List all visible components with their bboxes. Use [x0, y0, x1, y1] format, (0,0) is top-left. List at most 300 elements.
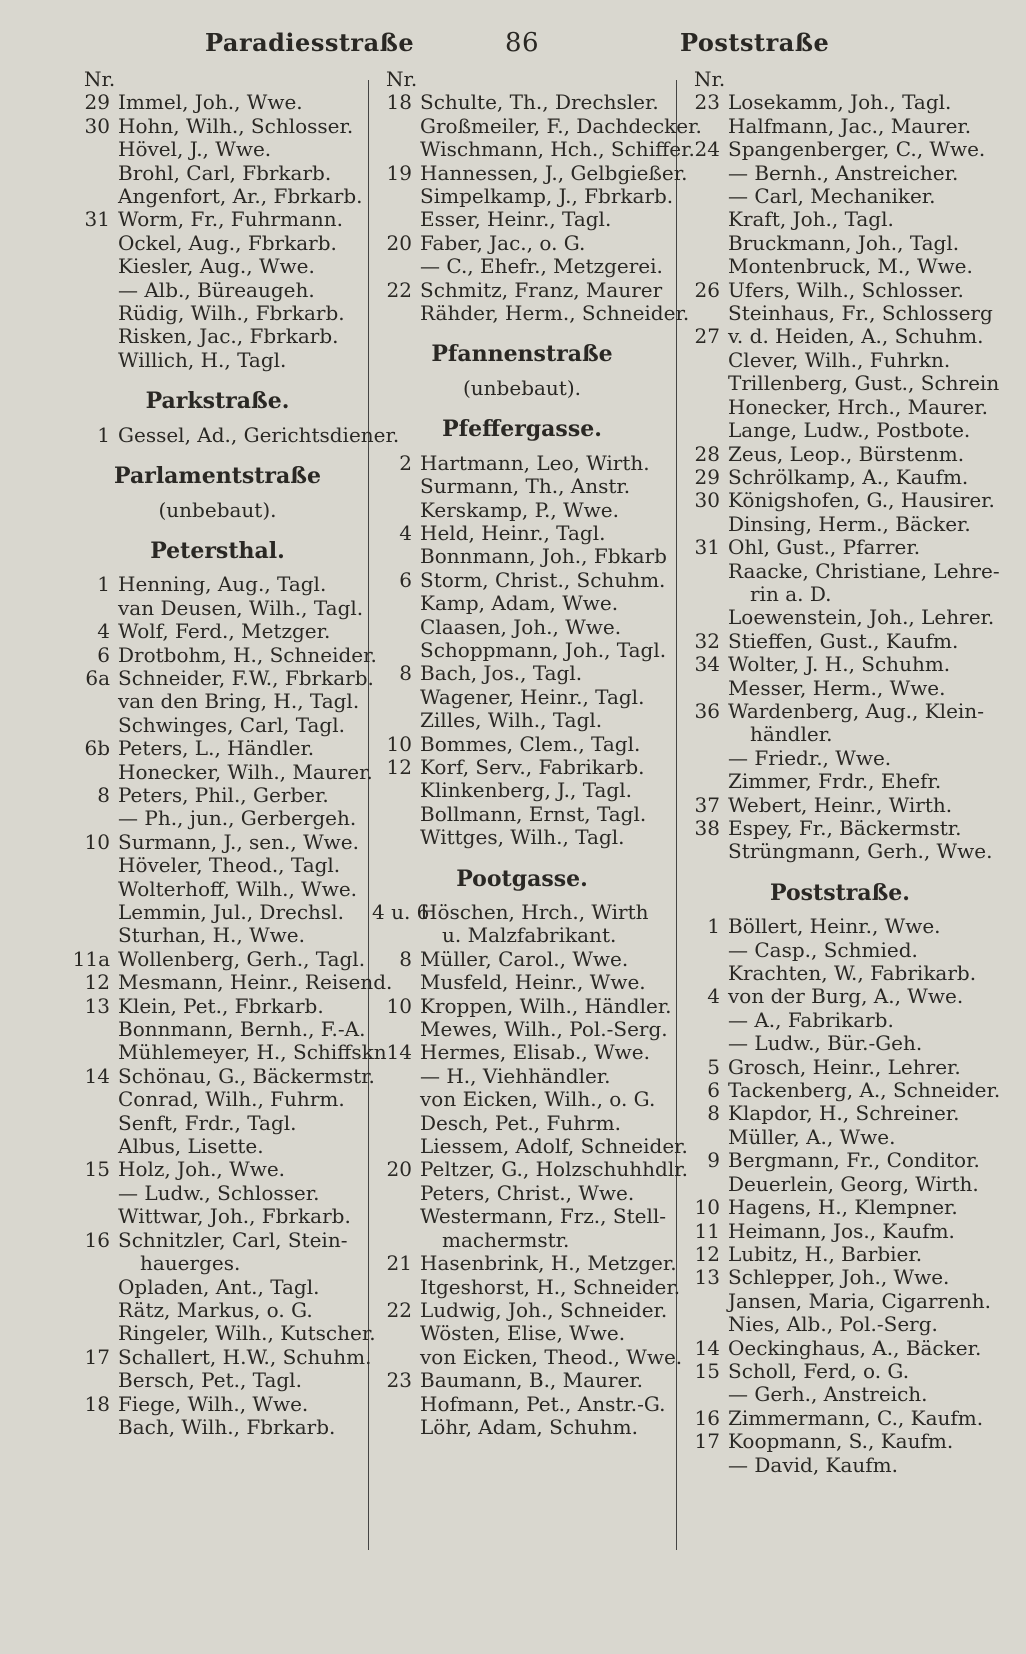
house-number: 1 — [707, 914, 720, 939]
house-number — [70, 597, 118, 620]
resident-text: Nies, Alb., Pol.-Serg. — [728, 1312, 938, 1337]
resident-text: Kiesler, Aug., Wwe. — [118, 254, 315, 279]
resident-entry — [70, 115, 365, 138]
resident-entry — [680, 1243, 1000, 1266]
house-number — [70, 714, 118, 737]
resident-text: Storm, Christ., Schuhm. — [420, 567, 666, 592]
resident-entry — [372, 569, 672, 592]
resident-entry — [70, 784, 365, 807]
house-number — [372, 803, 420, 826]
resident-text: Montenbruck, M., Wwe. — [728, 254, 973, 279]
resident-text: Schoppmann, Joh., Tagl. — [420, 637, 667, 662]
resident-text: Rätz, Markus, o. G. — [118, 1297, 313, 1322]
house-number — [70, 1135, 118, 1158]
resident-text: Willich, H., Tagl. — [118, 347, 287, 372]
resident-text: Wolterhoff, Wilh., Wwe. — [118, 876, 358, 901]
street-heading: Petersthal. — [150, 537, 285, 564]
house-number — [680, 677, 728, 700]
house-number — [70, 1369, 118, 1392]
resident-text: Korf, Serv., Fabrikarb. — [420, 754, 645, 779]
resident-text: Großmeiler, F., Dachdecker. — [420, 113, 702, 138]
number-label: Nr. — [694, 67, 726, 91]
resident-entry — [70, 1088, 365, 1111]
resident-entry — [372, 113, 702, 138]
house-number — [70, 1299, 118, 1322]
resident-entry — [70, 901, 365, 924]
resident-text: van den Bring, H., Tagl. — [118, 689, 360, 714]
house-number: 24 — [694, 137, 720, 162]
resident-entry — [372, 1134, 688, 1159]
resident-text: Drotbohm, H., Schneider. — [118, 642, 377, 667]
resident-entry — [680, 325, 1000, 348]
resident-text: Bonnmann, Joh., Fbkarb — [420, 544, 667, 569]
resident-text: Ockel, Aug., Fbrkarb. — [118, 230, 337, 255]
resident-text: — Bernh., Anstreicher. — [728, 160, 959, 185]
house-number — [680, 606, 728, 629]
resident-entry — [70, 597, 365, 620]
resident-text: Rähder, Herm., Schneider. — [420, 301, 690, 326]
resident-text: Hannessen, J., Gelbgießer. — [420, 160, 688, 185]
resident-text: Scholl, Ferd, o. G. — [728, 1358, 910, 1383]
house-number — [70, 279, 118, 302]
house-number: 36 — [694, 698, 720, 723]
house-number: 8 — [399, 661, 412, 686]
house-number: 31 — [694, 535, 720, 560]
resident-entry — [70, 1205, 365, 1228]
resident-text: Ringeler, Wilh., Kutscher. — [118, 1321, 376, 1346]
house-number: 1 — [97, 422, 110, 447]
resident-text: Webert, Heinr., Wirth. — [728, 792, 953, 817]
resident-text: Raacke, Christiane, Lehre- — [728, 558, 1000, 583]
resident-text: Losekamm, Joh., Tagl. — [728, 90, 952, 115]
house-number: 6b — [84, 736, 110, 761]
resident-entry — [372, 1088, 672, 1111]
resident-entry — [70, 1112, 365, 1135]
house-number: 13 — [694, 1265, 720, 1290]
house-number — [70, 690, 118, 713]
entry-continuation: machermstr. — [442, 1227, 570, 1252]
resident-entry — [680, 185, 1000, 208]
street-heading: Poststraße. — [770, 879, 910, 906]
house-number — [372, 1393, 420, 1416]
resident-entry — [372, 592, 672, 615]
resident-text: Hartmann, Leo, Wirth. — [420, 450, 650, 475]
house-number — [680, 396, 728, 419]
resident-text: — Ludw., Schlosser. — [118, 1180, 320, 1205]
house-number — [70, 138, 118, 161]
resident-entry — [680, 817, 1000, 840]
resident-text: Peters, Christ., Wwe. — [420, 1180, 635, 1205]
resident-entry — [372, 662, 672, 685]
resident-entry — [372, 924, 672, 947]
house-number: 8 — [399, 946, 412, 971]
house-number: 10 — [386, 731, 412, 756]
resident-text: Kamp, Adam, Wwe. — [420, 591, 619, 616]
resident-entry — [680, 1290, 1000, 1313]
house-number: 22 — [386, 1297, 412, 1322]
resident-entry — [372, 1157, 688, 1182]
resident-entry — [70, 1276, 365, 1299]
resident-text: Espey, Fr., Bäckermstr. — [728, 816, 962, 840]
resident-entry — [372, 160, 688, 185]
house-number — [372, 971, 420, 994]
house-number — [372, 1018, 420, 1041]
house-number — [680, 372, 728, 395]
resident-text: Holz, Joh., Wwe. — [118, 1157, 286, 1182]
resident-entry — [680, 583, 1000, 606]
resident-text: Strüngmann, Gerh., Wwe. — [728, 839, 993, 864]
house-number: 27 — [694, 324, 720, 349]
resident-entry — [70, 573, 365, 596]
resident-entry — [70, 1040, 387, 1065]
street-heading: Pfannenstraße — [431, 341, 613, 368]
house-number — [70, 349, 118, 372]
resident-text: Höschen, Hrch., Wirth — [420, 900, 649, 924]
resident-entry — [680, 1454, 1000, 1477]
house-number: 12 — [694, 1241, 720, 1266]
resident-text: Wittwar, Joh., Fbrkarb. — [118, 1204, 351, 1229]
house-number: 15 — [84, 1157, 110, 1182]
resident-text: Zeus, Leop., Bürstenm. — [728, 441, 965, 466]
house-number: 2 — [399, 450, 412, 475]
house-number — [70, 901, 118, 924]
resident-text: Immel, Joh., Wwe. — [118, 90, 303, 115]
house-number: 16 — [694, 1405, 720, 1430]
resident-entry — [70, 970, 393, 995]
house-number — [680, 232, 728, 255]
resident-text: Hofmann, Pet., Anstr.-G. — [420, 1391, 666, 1416]
entry-continuation: u. Malzfabrikant. — [442, 923, 617, 948]
resident-entry — [680, 747, 1000, 770]
house-number: 12 — [386, 754, 412, 779]
resident-text: Peters, Phil., Gerber. — [118, 782, 329, 807]
house-number — [70, 1322, 118, 1345]
resident-entry — [70, 302, 365, 325]
resident-entry — [70, 1229, 365, 1252]
resident-text: Albus, Lisette. — [118, 1134, 264, 1159]
house-number — [680, 1009, 728, 1032]
resident-text: — Friedr., Wwe. — [728, 745, 892, 770]
resident-text: Bersch, Pet., Tagl. — [118, 1368, 302, 1393]
house-number — [680, 1313, 728, 1336]
resident-entry — [680, 1266, 1000, 1289]
resident-text: Bach, Jos., Tagl. — [420, 661, 583, 686]
house-number: 10 — [694, 1195, 720, 1220]
house-number — [372, 1276, 420, 1299]
house-number: 21 — [386, 1251, 412, 1276]
resident-text: Steinhaus, Fr., Schlosserg — [728, 301, 993, 326]
house-number — [680, 419, 728, 442]
resident-text: Conrad, Wilh., Fuhrm. — [118, 1087, 345, 1112]
house-number: 38 — [694, 816, 720, 840]
house-number — [680, 560, 728, 583]
resident-entry — [680, 1313, 1000, 1336]
house-number: 10 — [84, 829, 110, 854]
house-number: 31 — [84, 207, 110, 232]
resident-text: Wittges, Wilh., Tagl. — [420, 825, 625, 850]
resident-text: Simpelkamp, J., Fbrkarb. — [420, 184, 674, 209]
resident-text: Surmann, Th., Anstr. — [420, 474, 631, 499]
resident-text: Jansen, Maria, Cigarrenh. — [728, 1288, 992, 1313]
house-number — [680, 583, 728, 606]
resident-entry — [70, 665, 374, 690]
resident-entry — [372, 686, 672, 709]
house-number — [372, 826, 420, 849]
house-number — [372, 1065, 420, 1088]
entry-continuation: rin a. D. — [750, 581, 832, 606]
resident-entry — [70, 642, 377, 667]
resident-text: Ohl, Gust., Pfarrer. — [728, 535, 921, 560]
house-number — [680, 349, 728, 372]
house-number — [372, 1135, 420, 1158]
resident-entry — [680, 1032, 1000, 1055]
resident-entry — [680, 1102, 1000, 1125]
house-number — [70, 1018, 118, 1041]
house-number — [70, 162, 118, 185]
resident-entry — [372, 499, 672, 522]
resident-text: Fiege, Wilh., Wwe. — [118, 1391, 309, 1416]
resident-text: Zimmermann, C., Kaufm. — [728, 1405, 984, 1430]
column-3 — [680, 68, 1000, 1477]
resident-text: Tackenberg, A., Schneider. — [728, 1078, 1001, 1103]
house-number — [70, 185, 118, 208]
resident-text: Lubitz, H., Barbier. — [728, 1241, 923, 1266]
entry-continuation: händler. — [750, 722, 833, 747]
resident-text: Schmitz, Franz, Maurer — [420, 277, 663, 302]
resident-text: Mühlemeyer, H., Schiffskn — [118, 1040, 387, 1065]
house-number — [70, 1252, 118, 1275]
house-number — [680, 939, 728, 962]
resident-entry — [70, 422, 400, 447]
house-number: 4 u. 6 — [372, 900, 430, 924]
resident-text: Ufers, Wilh., Schlosser. — [728, 277, 964, 302]
resident-entry — [70, 1416, 365, 1439]
resident-entry — [70, 948, 365, 971]
resident-entry — [680, 302, 1000, 325]
house-number: 34 — [694, 652, 720, 677]
resident-text: — David, Kaufm. — [728, 1452, 898, 1477]
house-number — [372, 255, 420, 278]
house-number — [70, 854, 118, 877]
resident-entry — [372, 709, 672, 732]
resident-entry — [680, 1383, 1000, 1406]
resident-text: Deuerlein, Georg, Wirth. — [728, 1171, 979, 1196]
resident-entry — [680, 915, 1000, 938]
house-number — [680, 115, 728, 138]
resident-entry — [680, 232, 1000, 255]
resident-entry — [70, 831, 365, 854]
resident-text: Zimmer, Frdr., Ehefr. — [728, 769, 942, 794]
resident-text: Wischmann, Hch., Schiffer. — [420, 137, 695, 162]
resident-text: Höveler, Theod., Tagl. — [118, 853, 341, 878]
resident-entry — [680, 1360, 1000, 1383]
resident-entry — [680, 1196, 1000, 1219]
house-number — [680, 1454, 728, 1477]
resident-entry — [680, 1149, 1000, 1172]
house-number — [680, 513, 728, 536]
entry-continuation: hauerges. — [140, 1251, 241, 1276]
resident-entry — [680, 985, 1000, 1008]
resident-entry — [680, 513, 1000, 536]
resident-entry — [372, 1041, 672, 1064]
house-number — [680, 747, 728, 770]
resident-entry — [680, 840, 1000, 863]
resident-text: Löhr, Adam, Schuhm. — [420, 1414, 638, 1439]
house-number: 4 — [399, 520, 412, 545]
house-number: 4 — [97, 619, 110, 644]
resident-entry — [680, 1337, 1000, 1360]
resident-text: Lange, Ludw., Postbote. — [728, 418, 971, 443]
resident-entry — [372, 185, 672, 208]
house-number — [372, 115, 420, 138]
resident-entry — [680, 91, 1000, 114]
house-number: 17 — [694, 1429, 720, 1454]
resident-entry — [680, 1407, 1000, 1430]
resident-entry — [70, 162, 365, 185]
resident-entry — [70, 255, 365, 278]
resident-entry — [372, 279, 672, 302]
resident-text: Schönau, G., Bäckermstr. — [118, 1063, 375, 1088]
house-number — [70, 232, 118, 255]
house-number — [70, 255, 118, 278]
resident-text: Müller, Carol., Wwe. — [420, 946, 629, 971]
resident-entry — [70, 690, 365, 713]
resident-entry — [70, 138, 365, 161]
street-heading: Pootgasse. — [456, 865, 588, 892]
resident-entry — [70, 1344, 372, 1369]
resident-text: Honecker, Hrch., Maurer. — [728, 394, 988, 419]
resident-entry — [70, 1299, 365, 1322]
resident-text: Loewenstein, Joh., Lehrer. — [728, 605, 995, 630]
resident-text: Angenfort, Ar., Fbrkarb. — [118, 184, 363, 209]
resident-entry — [680, 466, 1000, 489]
resident-text: Wollenberg, Gerh., Tagl. — [118, 946, 366, 971]
resident-text: Musfeld, Heinr., Wwe. — [420, 970, 646, 995]
resident-entry — [680, 536, 1000, 559]
resident-entry — [372, 522, 672, 545]
resident-text: — H., Viehhändler. — [420, 1063, 611, 1088]
resident-text: von Eicken, Theod., Wwe. — [420, 1344, 683, 1369]
house-number — [70, 1041, 118, 1064]
resident-entry — [70, 714, 365, 737]
resident-entry — [680, 1009, 1000, 1032]
resident-entry — [680, 443, 1000, 466]
resident-text: Bach, Wilh., Fbrkarb. — [118, 1414, 336, 1439]
street-note: (unbebaut). — [158, 497, 277, 522]
resident-text: Klinkenberg, J., Tagl. — [420, 778, 632, 803]
resident-text: Schrölkamp, A., Kaufm. — [728, 464, 969, 489]
resident-entry — [680, 396, 1000, 419]
street-heading: Pfeffergasse. — [442, 416, 602, 443]
resident-text: — A., Fabrikarb. — [728, 1007, 894, 1032]
resident-text: Kerskamp, P., Wwe. — [420, 497, 619, 522]
resident-entry — [372, 1018, 672, 1041]
resident-text: Stieffen, Gust., Kaufm. — [728, 628, 959, 653]
resident-entry — [372, 475, 672, 498]
resident-text: Hasenbrink, H., Metzger. — [420, 1251, 677, 1276]
house-number — [70, 807, 118, 830]
resident-text: Böllert, Heinr., Wwe. — [728, 914, 941, 939]
house-number — [372, 639, 420, 662]
resident-entry — [70, 91, 365, 114]
house-number — [70, 325, 118, 348]
house-number — [70, 1276, 118, 1299]
resident-text: Wagener, Heinr., Tagl. — [420, 684, 645, 709]
house-number: 18 — [84, 1391, 110, 1416]
spacer — [70, 489, 365, 499]
resident-entry — [680, 1220, 1000, 1243]
resident-text: Honecker, Wilh., Maurer. — [118, 759, 373, 784]
resident-text: Bergmann, Fr., Conditor. — [728, 1148, 980, 1173]
resident-text: — C., Ehefr., Metzgerei. — [420, 254, 663, 279]
house-number — [372, 686, 420, 709]
resident-text: von Eicken, Wilh., o. G. — [420, 1087, 656, 1112]
resident-entry — [680, 138, 1000, 161]
resident-entry — [680, 489, 1000, 512]
house-number: 6 — [97, 642, 110, 667]
resident-text: Brohl, Carl, Fbrkarb. — [118, 160, 332, 185]
resident-entry — [372, 1182, 672, 1205]
resident-text: — Gerh., Anstreich. — [728, 1382, 928, 1407]
resident-entry — [70, 759, 373, 784]
house-number: 18 — [386, 90, 412, 115]
resident-text: Messer, Herm., Wwe. — [728, 675, 946, 700]
house-number — [70, 1182, 118, 1205]
resident-entry — [372, 1065, 672, 1088]
house-number — [70, 924, 118, 947]
house-number — [680, 770, 728, 793]
house-number — [70, 761, 118, 784]
house-number — [680, 255, 728, 278]
house-number: 8 — [707, 1101, 720, 1126]
resident-entry — [680, 208, 1000, 231]
resident-text: — Ph., jun., Gerbergeh. — [118, 806, 357, 831]
resident-entry — [680, 1173, 1000, 1196]
resident-text: Worm, Fr., Fuhrmann. — [118, 207, 343, 232]
resident-entry — [70, 208, 365, 231]
house-number: 20 — [386, 230, 412, 255]
house-number — [372, 545, 420, 568]
resident-text: Peltzer, G., Holzschuhhdlr. — [420, 1157, 688, 1182]
resident-text: Baumann, B., Maurer. — [420, 1368, 644, 1393]
resident-entry — [680, 794, 1000, 817]
resident-entry — [70, 1135, 365, 1158]
resident-entry — [70, 232, 365, 255]
resident-text: Itgeshorst, H., Schneider. — [420, 1274, 681, 1299]
resident-entry — [372, 301, 690, 326]
resident-entry — [680, 677, 1000, 700]
resident-text: Senft, Frdr., Tagl. — [118, 1110, 297, 1135]
resident-text: Claasen, Joh., Wwe. — [420, 614, 622, 639]
house-number — [70, 1112, 118, 1135]
house-number — [372, 616, 420, 639]
number-label: Nr. — [84, 67, 116, 91]
house-number: 10 — [386, 993, 412, 1018]
resident-entry — [372, 208, 672, 231]
resident-entry — [680, 115, 1000, 138]
house-number: 14 — [694, 1335, 720, 1360]
house-number — [70, 878, 118, 901]
right-running-head: Poststraße — [680, 28, 830, 57]
left-running-head: Paradiesstraße — [205, 28, 415, 57]
resident-entry — [680, 1126, 1000, 1149]
resident-text: Peters, L., Händler. — [118, 736, 315, 761]
resident-text: Spangenberger, C., Wwe. — [728, 137, 986, 162]
resident-text: Risken, Jac., Fbrkarb. — [118, 324, 339, 349]
resident-text: Grosch, Heinr., Lehrer. — [728, 1054, 961, 1079]
resident-entry — [70, 279, 365, 302]
resident-entry — [372, 803, 672, 826]
